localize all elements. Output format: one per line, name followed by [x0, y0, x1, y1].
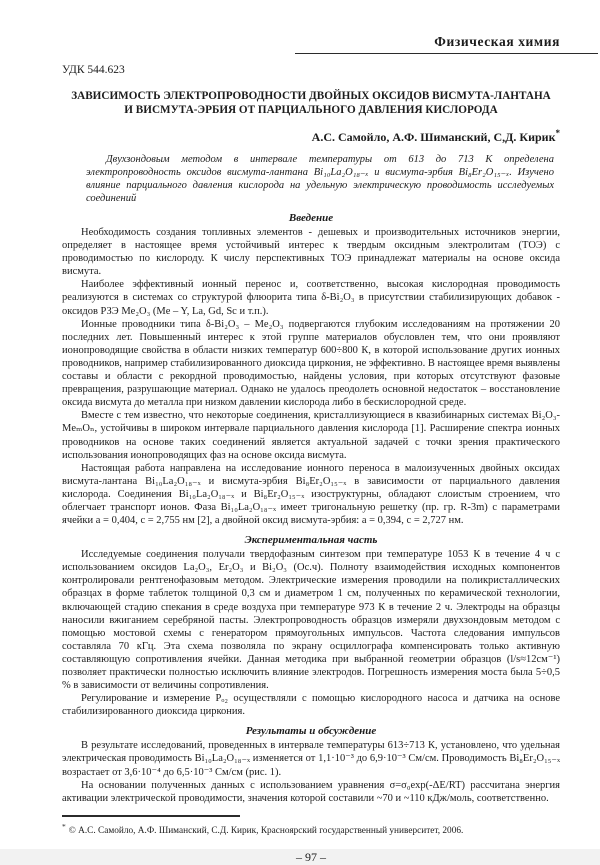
- intro-paragraph-2: Наиболее эффективный ионный перенос и, соответственно, высокая кислородная проводимость реализуются в системах со структурой флюорита типа δ-Bi₂O₃ в присутствии стабилизирующих добавок - оксидов РЗЭ Me₂O₃ (Me – Y, La, Gd, Sc и т.п.).: [62, 279, 560, 317]
- footnote-mark: *: [62, 821, 66, 831]
- results-paragraph-2: На основании полученных данных с использованием уравнения σ=σ₀exp(-ΔE/RT) рассчитана энергия активации электрической проводимости, значения которой составили ~70 и ~110 кДж/моль, соответственно.: [62, 779, 560, 804]
- article-title-line2: И ВИСМУТА-ЭРБИЯ ОТ ПАРЦИАЛЬНОГО ДАВЛЕНИЯ КИСЛОРОДА: [124, 104, 498, 116]
- footnote-text: © А.С. Самойло, А.Ф. Шиманский, С.Д. Кирик, Красноярский государственный университет, 2006.: [68, 825, 464, 836]
- results-paragraph-1: В результате исследований, проведенных в интервале температуры 613÷713 К, установлено, что удельная электрическая проводимость Bi₁₀La₂O₁₈₋ₓ изменяется от 1,1·10⁻³ до 6,9·10⁻³ См/см. Проводимость Bi₈Er₂O₁₅₋ₓ возрастает от 3,6·10⁻⁴ до 6,5·10⁻³ См/см (рис. 1).: [62, 740, 560, 778]
- intro-paragraph-3: Ионные проводники типа δ-Bi₂O₃ – Me₂O₃ подвергаются глубоким исследованиям на протяжении 20 последних лет. Повышенный интерес к этой группе материалов обусловлен тем, что они проявляют ионопроводящие свойства в области низких температур 600÷800 К, в которой использование других ионных проводников, например стабилизированного диоксида циркония, не эффективно. В настоящее время выявлены составы и области с рекордной проводимостью, найдены условия, при которых отсутствуют фазовые превращения, разрушающие материал. Однако не удалось преодолеть основной недостаток – восстановление оксида висмута до металла при низком давлении кислорода либо в бескислородной среде.: [62, 318, 560, 409]
- abstract: Двухзондовым методом в интервале температуры от 613 до 713 К определена электропроводность оксидов висмута-лантана Bi₁₀La₂O₁₈₋ₓ и висмута-эрбия Bi₈Er₂O₁₅₋ₓ. Изучено влияние парциального давления кислорода на удельную электрическую проводимость исследуемых соединений: [86, 154, 554, 204]
- article-title: [62, 89, 560, 117]
- section-heading-experimental: Экспериментальная часть: [244, 534, 378, 547]
- intro-paragraph-5: Настоящая работа направлена на исследование ионного переноса в малоизученных двойных оксидах висмута-лантана Bi₁₀La₂O₁₈₋ₓ и висмута-эрбия Bi₈Er₂O₁₅₋ₓ в зависимости от парциального давления кислорода. Соединения Bi₁₀La₂O₁₈₋ₓ и Bi₈Er₂O₁₅₋ₓ изоструктурны, обладают слоистым строением, что облегчает транспорт ионов. Фаза Bi₁₀La₂O₁₈₋ₓ имеет тригональную решетку (пр. гр. R-3m) с параметрами ячейки a = 0,404, c = 2,755 нм [2], а двойной оксид висмута-эрбия: a = 0,394, c = 2,727 нм.: [62, 462, 560, 527]
- section-heading-introduction: Введение: [288, 212, 334, 224]
- header-rule: [295, 53, 598, 54]
- journal-section-header: Физическая химия: [434, 34, 560, 49]
- section-heading-results: Результаты и обсуждение: [245, 725, 377, 738]
- page-number: – 97 –: [296, 849, 326, 864]
- authors-names: А.С. Самойло, А.Ф. Шиманский, С,Д. Кирик: [311, 130, 556, 144]
- udc-code: УДК 544.623: [62, 64, 125, 76]
- experimental-paragraph-2: Регулирование и измерение Pₒ₂ осуществляли с помощью кислородного насоса и датчика на основе стабилизированного диоксида циркония.: [62, 693, 560, 718]
- experimental-paragraph-1: Исследуемые соединения получали твердофазным синтезом при температуре 1053 К в течение 4 ч с использованием оксидов La₂O₃, Er₂O₃ и Bi₂O₃ (Ос.ч). Полноту взаимодействия исходных компонентов контролировали рентгенофазовым методом. Электрические измерения проводили на поликристаллических образцах в форме таблеток толщиной 0,3 см и диаметром 1 см, полученных по керамической технологии, включающей стадию спекания в среде воздуха при температуре 973 К в течение 2 ч. Электроды на образцы наносили вжиганием серебряной пасты. Электропроводность образцов измеряли двухзондовым методом с помощью мостовой схемы с генератором прямоугольных импульсов. Частота следования импульсов составляла 70 кГц. Эта схема позволяла по экрану осциллографа компенсировать только активную составляющую сопротивления ячейки. Данная методика при выбранной геометрии образцов (l/s≈12см⁻¹) позволяет практически полностью исключить влияние электродов. Погрешность измерения моста была 5÷0,5 % в зависимости от величины сопротивления.: [62, 549, 560, 692]
- footnote: [62, 821, 560, 837]
- intro-paragraph-4: Вместе с тем известно, что некоторые соединения, кристаллизующиеся в квазибинарных системах Bi₂O₃-MeₘOₙ, устойчивы в широком интервале парциального давления кислорода [1]. Расширение спектра ионных проводников на основе таких соединений является актуальной задачей с точки зрения практического использования ионопроводящих фаз на основе оксида висмута.: [62, 410, 560, 461]
- intro-paragraph-1: Необходимость создания топливных элементов - дешевых и производительных источников энергии, определяет в настоящее время устойчивый интерес к твердым оксидным электролитам (ТОЭ) с проводимостью по кислороду. К числу перспективных ТОЭ принадлежат материалы на основе оксида висмута.: [62, 227, 560, 278]
- footnote-rule: [62, 815, 240, 817]
- authors-line: [62, 126, 560, 145]
- authors-footnote-mark: *: [555, 128, 560, 138]
- article-title-line1: ЗАВИСИМОСТЬ ЭЛЕКТРОПРОВОДНОСТИ ДВОЙНЫХ ОКСИДОВ ВИСМУТА-ЛАНТАНА: [71, 90, 551, 102]
